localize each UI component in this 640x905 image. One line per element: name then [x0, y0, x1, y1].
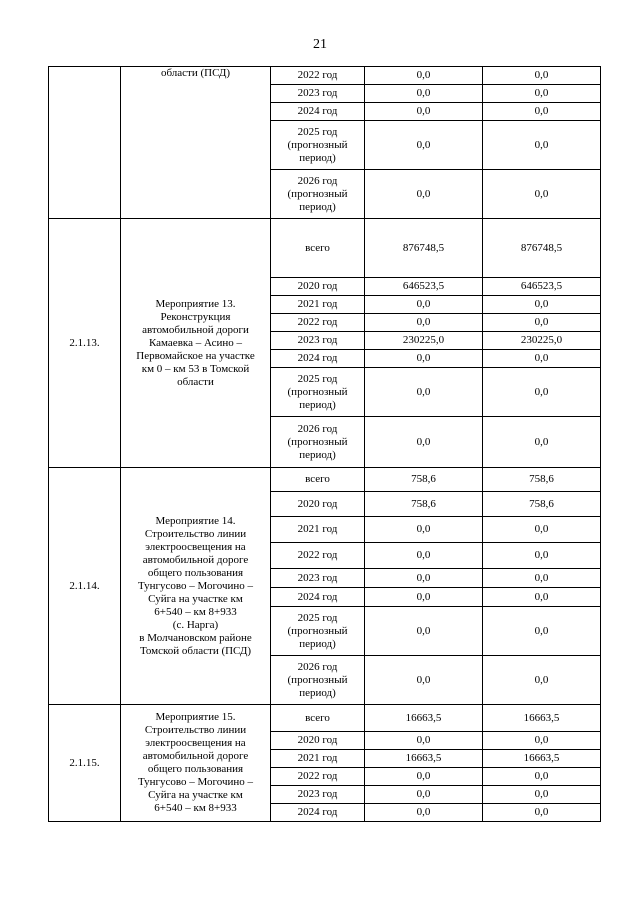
value-total-cell: 758,6 [365, 468, 483, 492]
value-budget-cell: 0,0 [483, 314, 601, 332]
value-total-cell: 0,0 [365, 170, 483, 219]
year-cell: 2020 год [271, 278, 365, 296]
value-total-cell: 0,0 [365, 314, 483, 332]
value-budget-cell: 758,6 [483, 468, 601, 492]
value-total-cell: 16663,5 [365, 750, 483, 768]
item-code: 2.1.14. [49, 468, 121, 705]
value-budget-cell: 0,0 [483, 85, 601, 103]
value-total-cell: 0,0 [365, 296, 483, 314]
value-budget-cell: 0,0 [483, 786, 601, 804]
value-budget-cell: 16663,5 [483, 705, 601, 732]
item-code [49, 67, 121, 219]
year-cell: 2022 год [271, 314, 365, 332]
value-budget-cell: 0,0 [483, 296, 601, 314]
year-cell: 2022 год [271, 67, 365, 85]
value-budget-cell: 0,0 [483, 517, 601, 543]
value-total-cell: 0,0 [365, 768, 483, 786]
year-cell: 2022 год [271, 543, 365, 569]
year-cell: 2024 год [271, 588, 365, 607]
value-total-cell: 758,6 [365, 492, 483, 517]
table-row [49, 219, 601, 278]
measure-name: Мероприятие 15. Строительство линии электроосвещения на автомобильной дороге общего пользования Тунгусово – Могочино – Суйга на участке км 6+540 – км 8+933 [121, 705, 271, 822]
value-budget-cell: 0,0 [483, 103, 601, 121]
year-cell: 2024 год [271, 350, 365, 368]
year-cell: всего [271, 219, 365, 278]
year-cell: 2021 год [271, 517, 365, 543]
value-total-cell: 0,0 [365, 732, 483, 750]
year-cell: 2022 год [271, 768, 365, 786]
value-total-cell: 0,0 [365, 517, 483, 543]
year-cell: 2026 год (прогнозный период) [271, 170, 365, 219]
value-budget-cell: 0,0 [483, 67, 601, 85]
budget-table [48, 66, 601, 822]
year-cell: 2026 год (прогнозный период) [271, 417, 365, 468]
item-code: 2.1.13. [49, 219, 121, 468]
year-cell: 2020 год [271, 732, 365, 750]
value-total-cell: 0,0 [365, 103, 483, 121]
value-budget-cell: 0,0 [483, 417, 601, 468]
year-cell: 2023 год [271, 786, 365, 804]
table-row [49, 468, 601, 492]
year-cell: 2024 год [271, 103, 365, 121]
value-budget-cell: 0,0 [483, 350, 601, 368]
value-budget-cell: 0,0 [483, 804, 601, 822]
year-cell: 2026 год (прогнозный период) [271, 656, 365, 705]
value-budget-cell: 758,6 [483, 492, 601, 517]
value-total-cell: 0,0 [365, 588, 483, 607]
value-total-cell: 0,0 [365, 543, 483, 569]
value-total-cell: 0,0 [365, 121, 483, 170]
value-total-cell: 0,0 [365, 85, 483, 103]
value-total-cell: 230225,0 [365, 332, 483, 350]
value-total-cell: 0,0 [365, 607, 483, 656]
value-total-cell: 16663,5 [365, 705, 483, 732]
value-budget-cell: 0,0 [483, 121, 601, 170]
year-cell: 2023 год [271, 332, 365, 350]
table-row [49, 67, 601, 85]
measure-name: области (ПСД) [121, 67, 271, 219]
table-row [49, 705, 601, 732]
year-cell: 2021 год [271, 296, 365, 314]
value-budget-cell: 0,0 [483, 588, 601, 607]
value-budget-cell: 16663,5 [483, 750, 601, 768]
year-cell: всего [271, 705, 365, 732]
value-budget-cell: 0,0 [483, 368, 601, 417]
value-budget-cell: 0,0 [483, 607, 601, 656]
measure-name: Мероприятие 14. Строительство линии электроосвещения на автомобильной дороге общего пользования Тунгусово – Могочино – Суйга на участке км 6+540 – км 8+933 (с. Нарга) в Молчановском районе Томской области (ПСД) [121, 468, 271, 705]
value-budget-cell: 0,0 [483, 732, 601, 750]
value-total-cell: 0,0 [365, 368, 483, 417]
value-total-cell: 876748,5 [365, 219, 483, 278]
year-cell: 2023 год [271, 85, 365, 103]
value-budget-cell: 876748,5 [483, 219, 601, 278]
year-cell: 2024 год [271, 804, 365, 822]
page-number: 21 [313, 37, 327, 52]
item-code: 2.1.15. [49, 705, 121, 822]
year-cell: всего [271, 468, 365, 492]
value-budget-cell: 0,0 [483, 543, 601, 569]
value-total-cell: 0,0 [365, 417, 483, 468]
value-budget-cell: 0,0 [483, 656, 601, 705]
value-total-cell: 0,0 [365, 656, 483, 705]
year-cell: 2021 год [271, 750, 365, 768]
value-total-cell: 0,0 [365, 786, 483, 804]
value-budget-cell: 230225,0 [483, 332, 601, 350]
year-cell: 2025 год (прогнозный период) [271, 121, 365, 170]
value-total-cell: 646523,5 [365, 278, 483, 296]
year-cell: 2023 год [271, 569, 365, 588]
measure-name: Мероприятие 13. Реконструкция автомобильной дороги Камаевка – Асино – Первомайское на участке км 0 – км 53 в Томской области [121, 219, 271, 468]
value-total-cell: 0,0 [365, 569, 483, 588]
value-budget-cell: 0,0 [483, 569, 601, 588]
value-total-cell: 0,0 [365, 67, 483, 85]
value-total-cell: 0,0 [365, 804, 483, 822]
year-cell: 2025 год (прогнозный период) [271, 607, 365, 656]
value-total-cell: 0,0 [365, 350, 483, 368]
value-budget-cell: 0,0 [483, 170, 601, 219]
year-cell: 2020 год [271, 492, 365, 517]
year-cell: 2025 год (прогнозный период) [271, 368, 365, 417]
value-budget-cell: 646523,5 [483, 278, 601, 296]
value-budget-cell: 0,0 [483, 768, 601, 786]
